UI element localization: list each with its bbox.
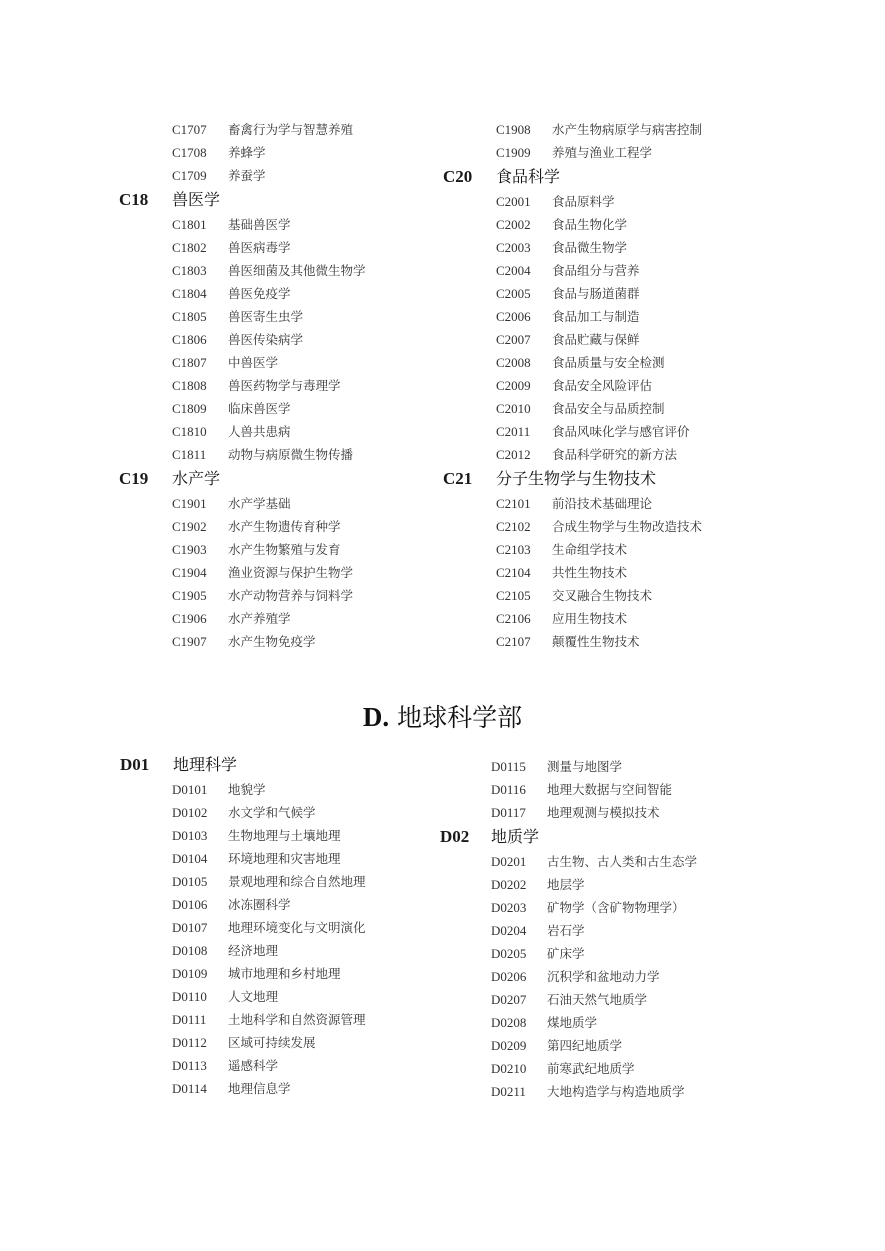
list-item: [443, 630, 702, 653]
item-code: C2007: [496, 332, 531, 347]
list-item: [443, 492, 702, 515]
list-item: [119, 351, 366, 374]
list-item: [443, 305, 702, 328]
list-item: [440, 1011, 697, 1034]
list-item: [443, 190, 702, 213]
item-code: D0205: [491, 946, 527, 961]
heading-name: 水产学: [172, 469, 221, 488]
item-name: 石油天然气地质学: [547, 992, 648, 1007]
item-code: C1807: [172, 355, 207, 370]
heading-code: D01: [120, 755, 150, 774]
item-name: 兽医细菌及其他微生物学: [228, 263, 366, 278]
item-code: D0201: [491, 854, 527, 869]
top-right-column: [443, 118, 702, 653]
item-name: 煤地质学: [547, 1015, 598, 1030]
list-item: [119, 305, 366, 328]
list-item: [119, 420, 366, 443]
item-name: 基础兽医学: [228, 217, 291, 232]
item-name: 人文地理: [228, 989, 279, 1004]
item-name: 生命组学技术: [552, 542, 628, 557]
list-item: [440, 778, 697, 801]
item-code: C1901: [172, 496, 207, 511]
item-name: 景观地理和综合自然地理: [228, 874, 366, 889]
item-code: D0103: [172, 828, 208, 843]
list-item: [119, 492, 366, 515]
list-item: [443, 213, 702, 236]
item-name: 测量与地图学: [547, 759, 623, 774]
item-name: 水产动物营养与饲料学: [228, 588, 354, 603]
item-code: C2001: [496, 194, 531, 209]
item-name: 食品组分与营养: [552, 263, 640, 278]
item-name: 应用生物技术: [552, 611, 628, 626]
item-code: C2105: [496, 588, 531, 603]
item-name: 区域可持续发展: [228, 1035, 316, 1050]
item-code: C1709: [172, 168, 207, 183]
item-code: D0109: [172, 966, 208, 981]
list-item: [440, 1080, 697, 1103]
list-item: [440, 850, 697, 873]
list-item: [119, 561, 366, 584]
item-name: 遥感科学: [228, 1058, 279, 1073]
bottom-right-column: [440, 755, 697, 1103]
heading-name: 地质学: [491, 827, 540, 846]
list-item: [443, 328, 702, 351]
list-item: [119, 236, 366, 259]
list-item: [120, 778, 366, 801]
item-code: C2106: [496, 611, 531, 626]
heading-code: D02: [440, 827, 470, 846]
heading-name: 兽医学: [172, 190, 221, 209]
item-name: 人兽共患病: [228, 424, 291, 439]
list-item: [443, 141, 702, 164]
list-item: [443, 538, 702, 561]
item-name: 食品安全风险评估: [552, 378, 653, 393]
list-item: [119, 118, 366, 141]
item-code: C2002: [496, 217, 531, 232]
list-item: [120, 1008, 366, 1031]
item-name: 第四纪地质学: [547, 1038, 623, 1053]
item-name: 水产生物病原学与病害控制: [552, 122, 703, 137]
list-item: [119, 282, 366, 305]
item-name: 水产生物免疫学: [228, 634, 316, 649]
item-name: 古生物、古人类和古生态学: [547, 854, 698, 869]
item-name: 前寒武纪地质学: [547, 1061, 635, 1076]
item-code: C1809: [172, 401, 207, 416]
item-name: 地理信息学: [228, 1081, 291, 1096]
item-name: 兽医病毒学: [228, 240, 291, 255]
item-name: 食品加工与制造: [552, 309, 640, 324]
item-code: D0105: [172, 874, 208, 889]
list-item: [443, 607, 702, 630]
list-item: [120, 985, 366, 1008]
list-item: [443, 236, 702, 259]
list-item: [440, 988, 697, 1011]
list-item: [440, 919, 697, 942]
item-code: D0106: [172, 897, 208, 912]
item-name: 冰冻圈科学: [228, 897, 291, 912]
top-left-column: [119, 118, 366, 653]
item-code: D0211: [491, 1084, 526, 1099]
heading-code: C18: [119, 190, 149, 209]
item-code: C2010: [496, 401, 531, 416]
list-item: [120, 962, 366, 985]
item-code: C2101: [496, 496, 531, 511]
list-item: [443, 561, 702, 584]
item-name: 兽医免疫学: [228, 286, 291, 301]
list-item: [440, 1034, 697, 1057]
item-name: 颠覆性生物技术: [552, 634, 640, 649]
section-heading: [443, 466, 702, 492]
item-name: 地理环境变化与文明演化: [228, 920, 366, 935]
section-heading: [120, 752, 366, 778]
list-item: [443, 515, 702, 538]
item-name: 地貌学: [228, 782, 266, 797]
item-name: 地理大数据与空间智能: [547, 782, 673, 797]
item-name: 水产生物遗传育种学: [228, 519, 341, 534]
item-code: C1803: [172, 263, 207, 278]
section-letter: D.: [362, 702, 390, 732]
item-code: D0101: [172, 782, 208, 797]
item-name: 中兽医学: [228, 355, 279, 370]
item-name: 养蚕学: [228, 168, 266, 183]
item-code: C1806: [172, 332, 207, 347]
item-code: D0206: [491, 969, 527, 984]
item-code: C1904: [172, 565, 207, 580]
item-code: C2012: [496, 447, 531, 462]
item-code: D0110: [172, 989, 207, 1004]
list-item: [119, 584, 366, 607]
item-code: C2006: [496, 309, 531, 324]
item-name: 环境地理和灾害地理: [228, 851, 341, 866]
item-code: C1905: [172, 588, 207, 603]
item-name: 临床兽医学: [228, 401, 291, 416]
item-name: 动物与病原微生物传播: [228, 447, 354, 462]
item-code: D0102: [172, 805, 208, 820]
item-name: 合成生物学与生物改造技术: [552, 519, 703, 534]
heading-name: 食品科学: [496, 167, 561, 186]
item-code: C1903: [172, 542, 207, 557]
item-code: D0108: [172, 943, 208, 958]
item-code: C1902: [172, 519, 207, 534]
item-name: 畜禽行为学与智慧养殖: [228, 122, 354, 137]
item-code: C2004: [496, 263, 531, 278]
item-code: C1801: [172, 217, 207, 232]
list-item: [443, 443, 702, 466]
list-item: [443, 351, 702, 374]
list-item: [119, 515, 366, 538]
item-code: C1708: [172, 145, 207, 160]
item-code: C1908: [496, 122, 531, 137]
list-item: [119, 538, 366, 561]
list-item: [440, 1057, 697, 1080]
item-name: 兽医药物学与毒理学: [228, 378, 341, 393]
list-item: [443, 259, 702, 282]
item-code: D0209: [491, 1038, 527, 1053]
list-item: [120, 1031, 366, 1054]
item-name: 食品风味化学与感官评价: [552, 424, 690, 439]
item-code: D0116: [491, 782, 526, 797]
item-name: 渔业资源与保护生物学: [228, 565, 354, 580]
list-item: [440, 896, 697, 919]
list-item: [443, 282, 702, 305]
item-name: 经济地理: [228, 943, 279, 958]
list-item: [120, 939, 366, 962]
item-code: D0204: [491, 923, 527, 938]
heading-name: 地理科学: [173, 755, 238, 774]
heading-code: C19: [119, 469, 149, 488]
item-code: D0112: [172, 1035, 207, 1050]
list-item: [119, 397, 366, 420]
item-name: 矿床学: [547, 946, 585, 961]
item-name: 大地构造学与构造地质学: [547, 1084, 685, 1099]
item-code: C1811: [172, 447, 207, 462]
item-code: C1804: [172, 286, 207, 301]
item-name: 城市地理和乡村地理: [228, 966, 341, 981]
section-name: 地球科学部: [397, 703, 523, 732]
item-name: 矿物学（含矿物物理学）: [547, 900, 685, 915]
list-item: [119, 328, 366, 351]
list-item: [120, 1077, 366, 1100]
item-code: C2009: [496, 378, 531, 393]
item-name: 水产生物繁殖与发育: [228, 542, 341, 557]
bottom-left-column: [120, 752, 366, 1100]
list-item: [120, 824, 366, 847]
item-code: C2008: [496, 355, 531, 370]
item-name: 养殖与渔业工程学: [552, 145, 653, 160]
item-code: C1909: [496, 145, 531, 160]
item-name: 前沿技术基础理论: [552, 496, 653, 511]
item-code: C2103: [496, 542, 531, 557]
list-item: [119, 164, 366, 187]
list-item: [119, 259, 366, 282]
item-code: C1907: [172, 634, 207, 649]
list-item: [440, 942, 697, 965]
item-name: 土地科学和自然资源管理: [228, 1012, 366, 1027]
list-item: [443, 374, 702, 397]
list-item: [119, 607, 366, 630]
list-item: [119, 141, 366, 164]
item-name: 地理观测与模拟技术: [547, 805, 660, 820]
list-item: [119, 443, 366, 466]
item-code: D0117: [491, 805, 526, 820]
item-code: C2102: [496, 519, 531, 534]
item-name: 养蜂学: [228, 145, 266, 160]
item-code: D0113: [172, 1058, 207, 1073]
item-name: 食品科学研究的新方法: [552, 447, 678, 462]
item-code: C1707: [172, 122, 207, 137]
list-item: [120, 870, 366, 893]
item-code: D0107: [172, 920, 208, 935]
item-code: D0203: [491, 900, 527, 915]
item-name: 水文学和气候学: [228, 805, 316, 820]
item-code: D0114: [172, 1081, 207, 1096]
item-code: C2011: [496, 424, 531, 439]
item-name: 水产学基础: [228, 496, 291, 511]
list-item: [443, 397, 702, 420]
item-name: 食品质量与安全检测: [552, 355, 665, 370]
item-name: 食品生物化学: [552, 217, 628, 232]
item-name: 水产养殖学: [228, 611, 291, 626]
item-name: 食品与肠道菌群: [552, 286, 640, 301]
item-code: D0104: [172, 851, 208, 866]
list-item: [119, 374, 366, 397]
list-item: [440, 755, 697, 778]
list-item: [443, 420, 702, 443]
item-code: C2003: [496, 240, 531, 255]
heading-code: C21: [443, 469, 473, 488]
list-item: [120, 1054, 366, 1077]
item-code: C1906: [172, 611, 207, 626]
item-code: C2107: [496, 634, 531, 649]
item-name: 食品贮藏与保鲜: [552, 332, 640, 347]
item-code: C2005: [496, 286, 531, 301]
list-item: [443, 584, 702, 607]
item-name: 生物地理与土壤地理: [228, 828, 341, 843]
list-item: [120, 847, 366, 870]
list-item: [440, 873, 697, 896]
section-heading: [119, 466, 366, 492]
item-name: 地层学: [547, 877, 585, 892]
heading-code: C20: [443, 167, 473, 186]
section-title: [0, 698, 885, 734]
heading-name: 分子生物学与生物技术: [496, 469, 657, 488]
item-code: D0210: [491, 1061, 527, 1076]
list-item: [119, 213, 366, 236]
list-item: [440, 965, 697, 988]
item-name: 兽医寄生虫学: [228, 309, 304, 324]
item-name: 沉积学和盆地动力学: [547, 969, 660, 984]
item-code: D0115: [491, 759, 526, 774]
section-heading: [119, 187, 366, 213]
item-code: C2104: [496, 565, 531, 580]
item-name: 食品原料学: [552, 194, 615, 209]
item-name: 岩石学: [547, 923, 585, 938]
item-name: 交叉融合生物技术: [552, 588, 653, 603]
section-heading: [440, 824, 697, 850]
item-name: 兽医传染病学: [228, 332, 304, 347]
item-code: C1805: [172, 309, 207, 324]
section-heading: [443, 164, 702, 190]
item-name: 共性生物技术: [552, 565, 628, 580]
item-name: 食品安全与品质控制: [552, 401, 665, 416]
list-item: [120, 801, 366, 824]
item-code: D0202: [491, 877, 527, 892]
item-code: C1810: [172, 424, 207, 439]
item-code: D0207: [491, 992, 527, 1007]
item-code: C1808: [172, 378, 207, 393]
list-item: [443, 118, 702, 141]
item-name: 食品微生物学: [552, 240, 628, 255]
list-item: [440, 801, 697, 824]
list-item: [119, 630, 366, 653]
list-item: [120, 916, 366, 939]
item-code: C1802: [172, 240, 207, 255]
item-code: D0111: [172, 1012, 207, 1027]
item-code: D0208: [491, 1015, 527, 1030]
list-item: [120, 893, 366, 916]
